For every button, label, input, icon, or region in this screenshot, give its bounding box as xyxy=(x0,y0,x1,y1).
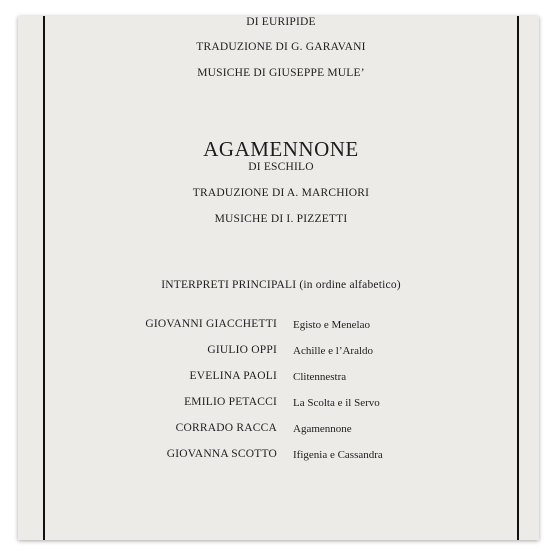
cast-role: La Scolta e il Servo xyxy=(293,397,380,409)
first-play-translation: TRADUZIONE DI G. GARAVANI xyxy=(196,41,366,53)
cast-role: Agamennone xyxy=(293,423,352,435)
first-play-music: MUSICHE DI GIUSEPPE MULE’ xyxy=(197,67,365,79)
cast-actor-name: GIOVANNA SCOTTO xyxy=(166,448,277,460)
cast-role: Achille e l’Araldo xyxy=(293,345,374,357)
program-page xyxy=(18,16,539,540)
play-author: DI ESCHILO xyxy=(248,161,314,173)
play-music: MUSICHE DI I. PIZZETTI xyxy=(214,213,348,225)
cast-actor-name: EVELINA PAOLI xyxy=(189,370,277,382)
first-play-author: DI EURIPIDE xyxy=(246,16,316,28)
cast-role: Egisto e Menelao xyxy=(293,319,370,331)
right-border-rule xyxy=(517,16,519,540)
cast-actor-name: CORRADO RACCA xyxy=(175,422,277,434)
cast-role: Clitennestra xyxy=(293,371,347,383)
play-title: AGAMENNONE xyxy=(203,137,359,161)
cast-role: Ifigenia e Cassandra xyxy=(293,449,383,461)
cast-actor-name: EMILIO PETACCI xyxy=(184,396,277,408)
left-border-rule xyxy=(43,16,45,540)
cast-actor-name: GIOVANNI GIACCHETTI xyxy=(145,318,277,330)
cast-actor-name: GIULIO OPPI xyxy=(207,344,277,356)
cast-heading: INTERPRETI PRINCIPALI (in ordine alfabetico) xyxy=(161,279,401,291)
play-translation: TRADUZIONE DI A. MARCHIORI xyxy=(192,187,370,199)
